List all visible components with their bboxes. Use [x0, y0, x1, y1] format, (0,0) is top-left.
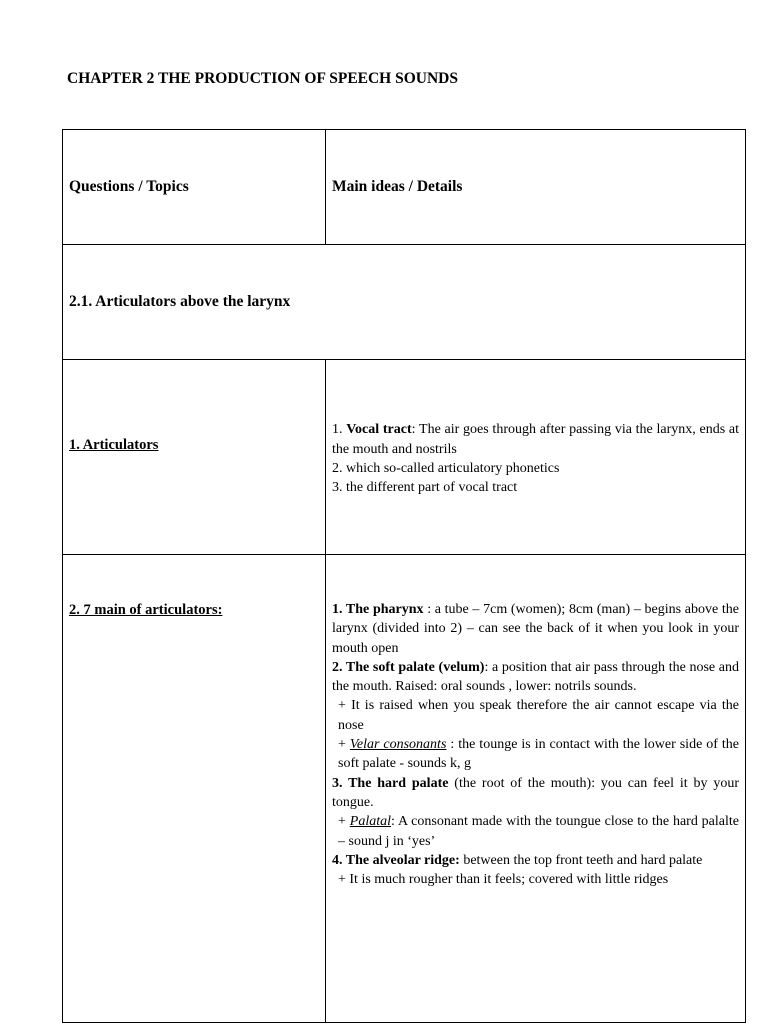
document-title: CHAPTER 2 THE PRODUCTION OF SPEECH SOUNDS	[67, 70, 458, 87]
detail-item	[332, 851, 739, 870]
topic-cell	[63, 555, 326, 1023]
cornell-notes-table	[62, 129, 746, 1023]
header-cell-details	[326, 130, 746, 245]
term-soft-palate: 2. The soft palate (velum)	[332, 659, 485, 675]
term-palatal: Palatal	[349, 814, 391, 830]
detail-subitem	[332, 735, 739, 774]
topic-main-articulators: 2. 7 main of articulators:	[69, 602, 223, 618]
table-header-row	[63, 130, 746, 245]
detail-cell	[326, 360, 746, 555]
item-text: : a tube – 7cm (women); 8cm (man) – begins above the larynx (divided into 2) – can see the back of it when you look in your mouth open	[332, 602, 739, 656]
item-number: 1	[332, 602, 339, 617]
detail-item: 3. the different part of vocal tract	[332, 480, 518, 496]
term-vocal-tract: Vocal tract	[346, 422, 412, 438]
table-row	[63, 360, 746, 555]
topic-cell	[63, 360, 326, 555]
section-heading-cell	[63, 245, 746, 360]
item-text: : a position that air pass through the nose and the mouth. Raised: oral sounds , lower: notrils sounds.	[332, 659, 739, 695]
detail-cell	[326, 555, 746, 1023]
header-topics-label: Questions / Topics	[69, 178, 189, 195]
item-number: 1.	[332, 422, 347, 438]
item-text: : A consonant made with the toungue close to the hard palalte – sound j in ‘yes’	[338, 814, 739, 849]
bullet-prefix: +	[338, 737, 350, 753]
bullet-prefix: +	[338, 814, 350, 830]
term-pharynx: . The pharynx	[339, 602, 424, 617]
topic-articulators: 1. Articulators	[69, 437, 159, 453]
detail-item: 2. which so-called articulatory phonetics	[332, 461, 560, 476]
detail-subitem	[332, 812, 739, 851]
item-text: (the root of the mouth): you can feel it by your tongue.	[332, 775, 739, 810]
detail-subitem: + It is raised when you speak therefore the air cannot escape via the nose	[338, 698, 739, 733]
detail-item	[332, 658, 739, 697]
item-text: between the top front teeth and hard palate	[459, 852, 703, 868]
section-heading: 2.1. Articulators above the larynx	[69, 293, 291, 310]
header-cell-topics	[63, 130, 326, 245]
section-heading-row	[63, 245, 746, 360]
detail-item	[332, 600, 739, 658]
detail-subitem: + It is much rougher than it feels; covered with little ridges	[338, 872, 669, 888]
detail-item	[332, 420, 739, 459]
term-alveolar-ridge: 4. The alveolar ridge:	[332, 852, 460, 868]
header-details-label: Main ideas / Details	[332, 178, 463, 195]
term-hard-palate: 3. The hard palate	[332, 775, 449, 791]
detail-item	[332, 774, 739, 813]
item-text: : the tounge is in contact with the lower side of the soft palate - sounds k, g	[338, 737, 739, 772]
item-text: : The air goes through after passing via the larynx, ends at the mouth and nostrils	[332, 422, 739, 457]
table-row	[63, 555, 746, 1023]
term-velar-consonants: Velar consonants	[349, 737, 447, 753]
